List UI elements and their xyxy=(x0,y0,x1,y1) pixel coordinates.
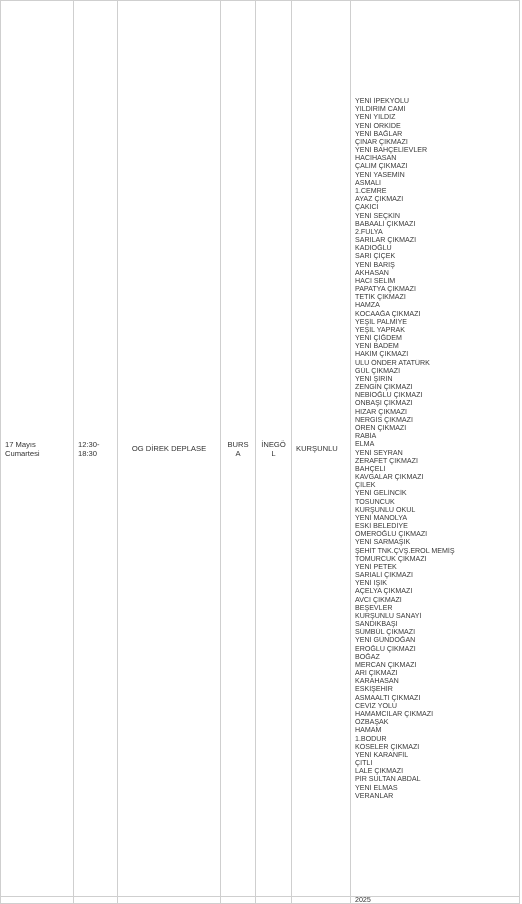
province-cell xyxy=(221,897,256,904)
street-list-item: BAHÇELİ xyxy=(355,464,386,473)
street-list-item: HIZAR ÇIKMAZI xyxy=(355,407,408,416)
street-list-item: ULU ÖNDER ATATÜRK xyxy=(355,358,430,367)
street-list-item: ESKİŞEHİR xyxy=(355,685,393,694)
street-list-item: ÖZBAŞAK xyxy=(355,718,389,727)
street-list-item: YENİ YASEMİN xyxy=(355,170,405,179)
street-list-item: KAVGALAR ÇIKMAZI xyxy=(355,473,424,482)
time-cell: 12:30-18:30 xyxy=(74,1,118,897)
street-list-item: YENİ BADEM xyxy=(355,342,399,351)
street-list-item: YENİ YILDIZ xyxy=(355,113,396,122)
street-list-item: YENİ MANOLYA xyxy=(355,513,408,522)
street-list-item: TETİK ÇIKMAZI xyxy=(355,293,406,302)
street-list-item: ELMA xyxy=(355,440,375,449)
street-list-item: SANDIKBAŞI xyxy=(355,620,398,629)
street-list-item: ARI ÇIKMAZI xyxy=(355,669,398,678)
street-list-item: AKHASAN xyxy=(355,268,389,277)
district-cell xyxy=(256,897,292,904)
neighborhood-cell xyxy=(292,897,351,904)
street-list-item: PİR SULTAN ABDAL xyxy=(355,775,421,784)
street-list-item: SÜMBÜL ÇIKMAZI xyxy=(355,628,416,637)
street-list-item: BEŞEVLER xyxy=(355,603,393,612)
street-list-item: YENİ ELMAS xyxy=(355,783,398,792)
street-list-item: YENİ PETEK xyxy=(355,562,397,571)
street-list-item: SARIALİ ÇIKMAZI xyxy=(355,571,413,580)
street-list-item: ÇAKICI xyxy=(355,203,379,212)
street-list-item: BOĞAZ xyxy=(355,652,380,661)
street-list-item: ÖMEROĞLU ÇIKMAZI xyxy=(355,530,428,539)
table-row xyxy=(1,1,520,897)
street-list-item: HACI SELİM xyxy=(355,276,396,285)
street-list-item: YENİ BAĞLAR xyxy=(355,129,403,138)
street-list-item: TOMURCUK ÇIKMAZI xyxy=(355,554,427,563)
street-list-item: YENİ SEYRAN xyxy=(355,448,403,457)
street-list-item: ZERAFET ÇIKMAZI xyxy=(355,456,418,465)
street-list-item: ZENGİN ÇIKMAZI xyxy=(355,383,413,392)
street-list-item: AVCI ÇIKMAZI xyxy=(355,595,402,604)
street-list-item: HAMZA xyxy=(355,301,380,310)
street-list-item: YILDIRIM CAMİ xyxy=(355,105,406,114)
street-list-item: YENİ KARANFİL xyxy=(355,750,409,759)
street-list-item: YENİ ORKİDE xyxy=(355,121,401,130)
street-list-item: HAMAMCILAR ÇIKMAZI xyxy=(355,710,434,718)
streets-cell: 2025 xyxy=(351,897,520,904)
network-element-cell: OG DİREK DEPLASE xyxy=(118,1,221,897)
network-element-cell xyxy=(118,897,221,904)
street-list-item: YENİ GÜNDOĞAN xyxy=(355,636,416,645)
street-list-item: KADIOĞLU xyxy=(355,244,392,253)
street-list-item: RABİA xyxy=(355,432,377,441)
street-list-item: ÇINAR ÇIKMAZI xyxy=(355,137,408,146)
street-list-item: HAKİM ÇIKMAZI xyxy=(355,350,409,359)
street-list-item: ONBAŞI ÇIKMAZI xyxy=(355,399,413,408)
date-cell xyxy=(1,897,74,904)
street-list-item: 1.BODUR xyxy=(355,734,387,743)
street-list-item: NEBİOĞLU ÇIKMAZI xyxy=(355,391,423,400)
street-list-item: KÖSELER ÇIKMAZI xyxy=(355,742,420,751)
street-list-item: KARAHASAN xyxy=(355,677,399,686)
street-list-item: YEŞİL PALMİYE xyxy=(355,317,408,326)
province-cell: BURSA xyxy=(221,1,256,897)
street-list-item: YENİ BARIŞ xyxy=(355,260,395,269)
street-list-item: YENİ IŞIK xyxy=(355,579,387,588)
street-list-item: CEVİZ YOLU xyxy=(355,701,398,710)
street-list-item: 2.FULYA xyxy=(355,227,383,236)
street-list-item: LALE ÇIKMAZI xyxy=(355,767,404,776)
date-cell: 17 Mayıs Cumartesi xyxy=(1,1,74,897)
street-list-item: ASMAALTI ÇIKMAZI xyxy=(355,693,421,702)
street-list-item: EROĞLU ÇIKMAZI xyxy=(355,644,416,653)
street-list-item: AÇELYA ÇIKMAZI xyxy=(355,587,413,596)
street-list-item: ESKİ BELEDİYE xyxy=(355,522,408,531)
time-cell xyxy=(74,897,118,904)
street-list-item: HACIHASAN xyxy=(355,154,397,163)
street-list-item: ÇITLI xyxy=(355,759,373,768)
street-list-item: SARI ÇİÇEK xyxy=(355,252,396,261)
street-list-item: HAMAM xyxy=(355,726,382,735)
street-list-item: YEŞİL YAPRAK xyxy=(355,325,405,334)
street-list-item: SARILAR ÇIKMAZI xyxy=(355,236,417,245)
street-list xyxy=(355,97,515,800)
street-list-item: YENİ SARMAŞIK xyxy=(355,538,411,547)
street-list-item: YENİ ÇİĞDEM xyxy=(355,334,402,343)
table-row xyxy=(1,897,520,904)
street-list-item: ÇİLEK xyxy=(355,481,376,490)
street-list-item: AYAZ ÇIKMAZI xyxy=(355,195,404,204)
street-list-item: ÖREN ÇIKMAZI xyxy=(355,423,407,432)
street-list-item: 1.CEMRE xyxy=(355,187,387,195)
street-list-item: BABAALİ ÇIKMAZI xyxy=(355,219,416,228)
street-list-item: KOCAAĞA ÇIKMAZI xyxy=(355,309,421,318)
street-list-item: MERCAN ÇIKMAZI xyxy=(355,660,417,669)
streets-cell xyxy=(351,1,520,897)
street-list-item: KURŞUNLU OKUL xyxy=(355,505,416,514)
street-list-item: YENİ İPEKYOLU xyxy=(355,97,410,106)
street-list-item: PAPATYA ÇIKMAZI xyxy=(355,285,416,294)
street-list-item: NERGİS ÇIKMAZI xyxy=(355,415,413,424)
street-list-item: KURŞUNLU SANAYİ xyxy=(355,611,422,620)
street-list-item: YENİ SEÇKİN xyxy=(355,211,400,220)
neighborhood-cell: KURŞUNLU xyxy=(292,1,351,897)
street-list-item: ŞEHİT TNK.ÇVŞ.EROL MEMİŞ xyxy=(355,546,455,555)
street-list-item: GÜL ÇIKMAZI xyxy=(355,366,401,375)
district-cell: İNEGÖL xyxy=(256,1,292,897)
street-list-item: YENİ BAHÇELİEVLER xyxy=(355,146,428,155)
street-list-item: ASMALI xyxy=(355,178,382,187)
street-list-item: YENİ ŞİRİN xyxy=(355,374,393,383)
street-list-item: VERANLAR xyxy=(355,791,394,800)
street-list-item: ÇALIM ÇIKMAZI xyxy=(355,162,408,171)
street-list-item: TOSUNCUK xyxy=(355,497,395,506)
street-list-item: YENİ GELİNCİK xyxy=(355,489,407,498)
